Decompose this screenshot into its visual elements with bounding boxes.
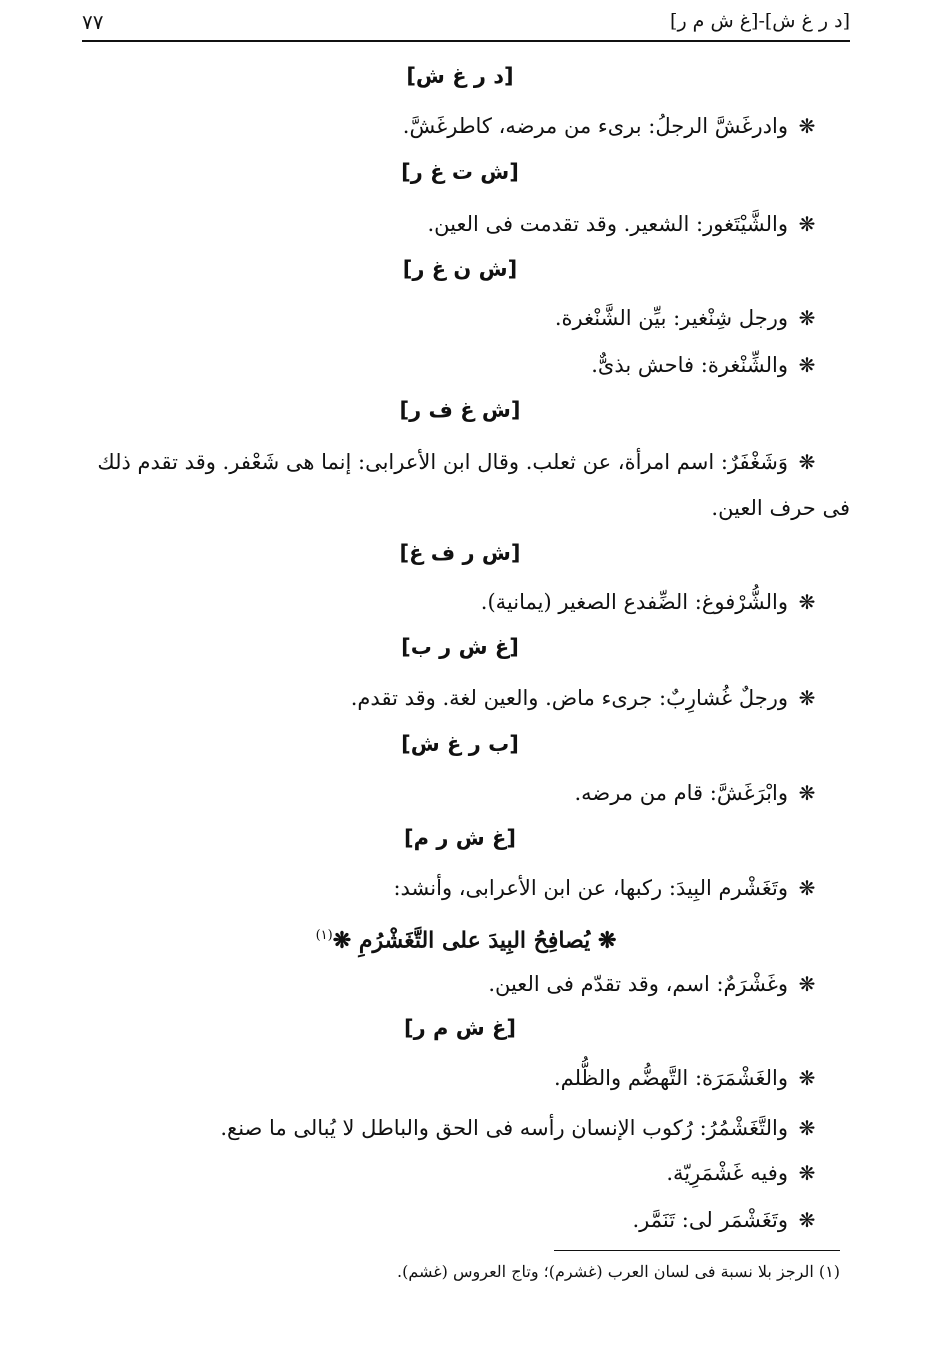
section-heading: [غ ش م ر] [404,1016,516,1040]
star-icon: ❋ [798,306,816,330]
section-heading: [غ ش ر ب] [401,635,519,659]
section-heading: [د ر غ ش] [406,64,514,88]
section-heading: [ش ن غ ر] [402,257,518,281]
star-icon: ❋ [597,927,617,954]
star-icon: ❋ [798,450,816,474]
footnote: (١) الرجز بلا نسبة فى لسان العرب (غشرم)؛ وتاج العروس (غشم). [397,1262,840,1281]
star-icon: ❋ [798,353,816,377]
star-icon: ❋ [798,972,816,996]
entry: ❋وغَشْرَمٌ: اسم، وقد تقدّم فى العين. [82,962,820,1006]
entry: ❋والشِّنْغرة: فاحش بذىٌّ. [82,343,820,387]
section-heading: [ش ر ف غ] [399,541,521,565]
running-head-title: [د ر غ ش]-[غ ش م ر] [670,10,850,32]
star-icon: ❋ [798,1208,816,1232]
entry-continuation: فى حرف العين. [711,496,850,520]
star-icon: ❋ [332,927,352,954]
star-icon: ❋ [798,1066,816,1090]
entry: ❋وتَغَشْمَر لى: تَنَمَّر. [82,1198,820,1242]
entry: ❋والتَّغَشْمُرُ: رُكوب الإنسان رأسه فى الحق والباطل لا يُبالى ما صنع. [82,1106,820,1150]
star-icon: ❋ [798,876,816,900]
entry: ❋والشُّرْفوغ: الضِّفدع الصغير (يمانية). [82,580,820,624]
star-icon: ❋ [798,212,816,236]
star-icon: ❋ [798,686,816,710]
star-icon: ❋ [798,590,816,614]
star-icon: ❋ [798,1161,816,1185]
section-heading: [ش ت غ ر] [401,160,519,184]
footnote-rule [554,1250,840,1251]
star-icon: ❋ [798,114,816,138]
section-heading: [ب ر غ ش] [401,732,519,756]
entry: ❋وَشَغْفَرٌ: اسم امرأة، عن ثعلب. وقال ابن الأعرابى: إنما هى شَعْفر. وقد تقدم ذلك [82,440,820,484]
entry: ❋وادرغَشَّ الرجلُ: برىء من مرضه، كاطرغَشَّ. [82,104,820,148]
footnote-ref: (١) [315,928,333,943]
header-rule [82,40,850,42]
entry: ❋ورجلٌ غُشارِبٌ: جرىء ماض. والعين لغة. وقد تقدم. [82,676,820,720]
entry: ❋والغَشْمَرَة: التَّهضُّم والظُّلم. [82,1056,820,1100]
verse-line: ❋ يُصافِحُ البِيدَ على التَّغَشْرُمِ ❋$^{(١)}$ [315,927,617,954]
entry: ❋وتَغَشْرم البِيدَ: ركبها، عن ابن الأعرابى، وأنشد: [82,866,820,910]
section-heading: [ش غ ف ر] [399,398,521,422]
star-icon: ❋ [798,1116,816,1140]
running-head [82,10,850,38]
page-number: ٧٧ [82,10,104,34]
section-heading: [غ ش ر م] [404,826,516,850]
entry: ❋والشَّيْتَغور: الشعير. وقد تقدمت فى العين. [82,202,820,246]
star-icon: ❋ [798,781,816,805]
entry: ❋وفيه غَشْمَرِيّة. [82,1151,820,1195]
entry: ❋ورجل شِنْغير: بيِّن الشَّنْغرة. [82,296,820,340]
entry: ❋وابْرَغَشَّ: قام من مرضه. [82,771,820,815]
